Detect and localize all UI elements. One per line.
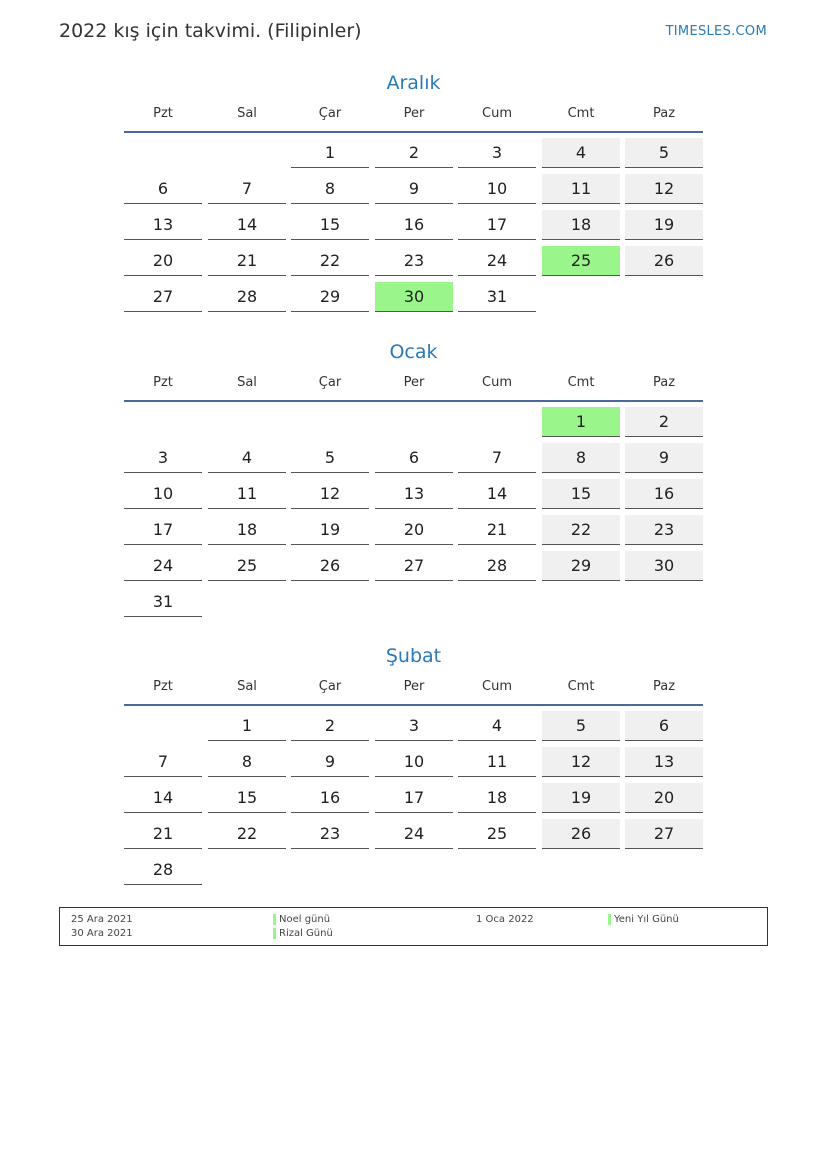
day-cell: 6: [124, 174, 202, 204]
day-cell: 15: [208, 783, 286, 813]
day-cell: 23: [291, 819, 369, 849]
weekday-header: [124, 677, 703, 697]
day-cell: 8: [208, 747, 286, 777]
weekday-label: Cmt: [567, 679, 595, 694]
day-cell: 23: [375, 246, 453, 276]
day-cell: 26: [291, 551, 369, 581]
day-cell: 19: [291, 515, 369, 545]
day-cell: 6: [375, 443, 453, 473]
day-cell: 16: [375, 210, 453, 240]
day-cell: 27: [375, 551, 453, 581]
day-cell: 15: [291, 210, 369, 240]
day-cell: 16: [291, 783, 369, 813]
day-cell: 10: [124, 479, 202, 509]
weekday-label: Per: [403, 679, 425, 694]
day-cell: 4: [208, 443, 286, 473]
day-cell: 3: [458, 138, 536, 168]
day-cell: 24: [124, 551, 202, 581]
day-cell: 6: [625, 711, 703, 741]
legend-holiday-name: Rizal Günü: [273, 927, 333, 940]
day-cell: 10: [375, 747, 453, 777]
day-cell: 3: [124, 443, 202, 473]
day-cell: 9: [625, 443, 703, 473]
weekday-label: Per: [403, 375, 425, 390]
weekday-header: [124, 104, 703, 124]
header-rule: [124, 400, 703, 402]
day-cell: 17: [124, 515, 202, 545]
legend-holiday-name: Noel günü: [273, 913, 330, 926]
day-cell: 20: [375, 515, 453, 545]
day-cell: 9: [291, 747, 369, 777]
weekday-label: Pzt: [153, 679, 173, 694]
day-cell: 12: [542, 747, 620, 777]
day-cell: 17: [375, 783, 453, 813]
legend-date: 30 Ara 2021: [71, 928, 133, 939]
day-cell: 28: [458, 551, 536, 581]
day-cell: 8: [291, 174, 369, 204]
day-cell: 18: [458, 783, 536, 813]
day-cell: 1: [291, 138, 369, 168]
month-title: Şubat: [385, 645, 442, 667]
header-rule: [124, 704, 703, 706]
day-cell: 13: [625, 747, 703, 777]
weekday-label: Cmt: [567, 375, 595, 390]
header-rule: [124, 131, 703, 133]
day-cell: 17: [458, 210, 536, 240]
day-cell: 31: [458, 282, 536, 312]
day-cell: 21: [458, 515, 536, 545]
month-title: Aralık: [386, 72, 441, 94]
day-cell: 25: [458, 819, 536, 849]
month-title: Ocak: [389, 341, 438, 363]
day-cell: 20: [625, 783, 703, 813]
day-cell: 7: [124, 747, 202, 777]
day-cell: 13: [375, 479, 453, 509]
day-cell: 9: [375, 174, 453, 204]
weekday-label: Cum: [482, 679, 512, 694]
weekday-header: [124, 373, 703, 393]
day-cell: 7: [208, 174, 286, 204]
day-cell: 27: [625, 819, 703, 849]
weekday-label: Per: [403, 106, 425, 121]
weekday-label: Sal: [237, 679, 257, 694]
day-cell: 12: [291, 479, 369, 509]
weekday-label: Çar: [318, 679, 342, 694]
holiday-day-cell: 30: [375, 282, 453, 312]
day-cell: 21: [124, 819, 202, 849]
day-cell: 2: [625, 407, 703, 437]
day-cell: 4: [542, 138, 620, 168]
day-cell: 30: [625, 551, 703, 581]
weekday-label: Paz: [652, 679, 676, 694]
day-cell: 29: [542, 551, 620, 581]
day-cell: 29: [291, 282, 369, 312]
day-cell: 5: [291, 443, 369, 473]
legend-date: 1 Oca 2022: [476, 914, 534, 925]
day-cell: 3: [375, 711, 453, 741]
day-cell: 19: [542, 783, 620, 813]
day-cell: 2: [375, 138, 453, 168]
page-title: 2022 kış için takvimi. (Filipinler): [59, 20, 362, 42]
day-cell: 5: [625, 138, 703, 168]
legend-holiday-name: Yeni Yıl Günü: [608, 913, 679, 926]
day-cell: 11: [458, 747, 536, 777]
weekday-label: Cum: [482, 106, 512, 121]
day-cell: 1: [208, 711, 286, 741]
day-cell: 2: [291, 711, 369, 741]
day-cell: 7: [458, 443, 536, 473]
day-cell: 11: [208, 479, 286, 509]
weekday-label: Sal: [237, 106, 257, 121]
day-cell: 22: [291, 246, 369, 276]
weekday-label: Pzt: [153, 375, 173, 390]
day-cell: 26: [542, 819, 620, 849]
day-cell: 18: [542, 210, 620, 240]
weekday-label: Sal: [237, 375, 257, 390]
day-cell: 16: [625, 479, 703, 509]
legend-date: 25 Ara 2021: [71, 914, 133, 925]
holiday-day-cell: 1: [542, 407, 620, 437]
weekday-label: Cum: [482, 375, 512, 390]
day-cell: 21: [208, 246, 286, 276]
day-cell: 27: [124, 282, 202, 312]
site-link[interactable]: TIMESLES.COM: [665, 24, 767, 39]
weekday-label: Çar: [318, 375, 342, 390]
weekday-label: Çar: [318, 106, 342, 121]
weekday-label: Cmt: [567, 106, 595, 121]
day-cell: 20: [124, 246, 202, 276]
day-cell: 18: [208, 515, 286, 545]
day-cell: 14: [124, 783, 202, 813]
day-cell: 13: [124, 210, 202, 240]
day-cell: 22: [542, 515, 620, 545]
day-cell: 24: [458, 246, 536, 276]
month-december: [124, 71, 703, 306]
day-cell: 4: [458, 711, 536, 741]
holiday-legend: [59, 907, 768, 946]
day-cell: 10: [458, 174, 536, 204]
weekday-label: Paz: [652, 375, 676, 390]
weekday-label: Pzt: [153, 106, 173, 121]
day-cell: 28: [208, 282, 286, 312]
day-cell: 19: [625, 210, 703, 240]
day-cell: 11: [542, 174, 620, 204]
day-cell: 23: [625, 515, 703, 545]
holiday-day-cell: 25: [542, 246, 620, 276]
day-cell: 14: [208, 210, 286, 240]
day-cell: 28: [124, 855, 202, 885]
month-february: [124, 644, 703, 879]
month-january: [124, 340, 703, 611]
weekday-label: Paz: [652, 106, 676, 121]
day-cell: 8: [542, 443, 620, 473]
day-cell: 24: [375, 819, 453, 849]
day-cell: 25: [208, 551, 286, 581]
day-cell: 31: [124, 587, 202, 617]
day-cell: 12: [625, 174, 703, 204]
day-cell: 15: [542, 479, 620, 509]
day-cell: 26: [625, 246, 703, 276]
day-cell: 5: [542, 711, 620, 741]
day-cell: 14: [458, 479, 536, 509]
day-cell: 22: [208, 819, 286, 849]
